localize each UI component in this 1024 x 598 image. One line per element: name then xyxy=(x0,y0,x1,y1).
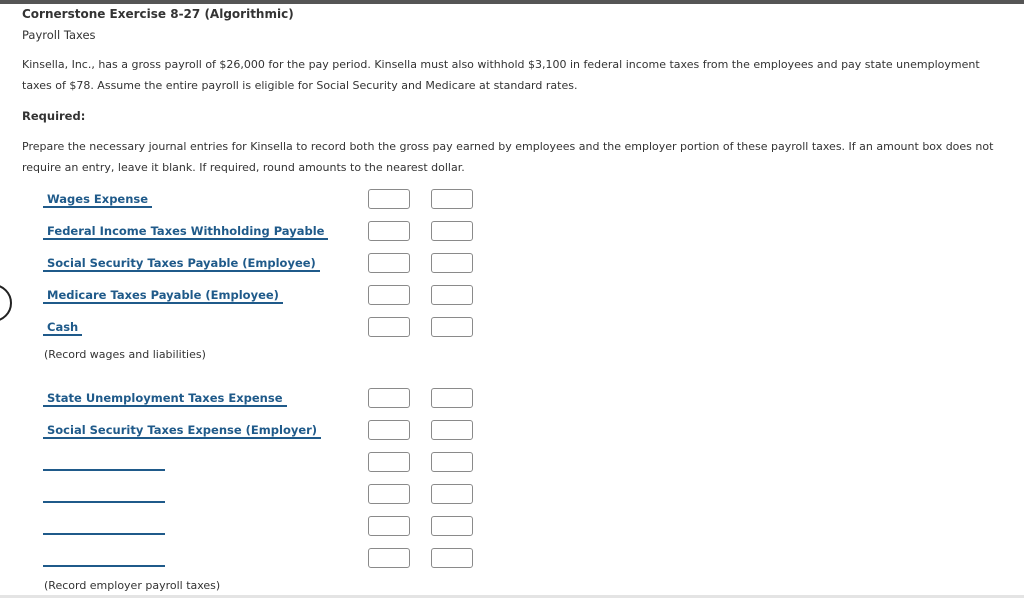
credit-input-social-security-expense[interactable] xyxy=(431,420,473,440)
account-select-blank-2[interactable] xyxy=(43,483,165,503)
debit-input-blank-3[interactable] xyxy=(368,516,410,536)
credit-input-wages-expense[interactable] xyxy=(431,189,473,209)
debit-input-medicare-payable[interactable] xyxy=(368,285,410,305)
account-select-blank-4[interactable] xyxy=(43,547,165,567)
account-social-security-taxes-expense-employer: Social Security Taxes Expense (Employer) xyxy=(43,419,321,439)
credit-input-social-security-payable[interactable] xyxy=(431,253,473,273)
debit-input-blank-4[interactable] xyxy=(368,548,410,568)
credit-input-blank-2[interactable] xyxy=(431,484,473,504)
instructions: Prepare the necessary journal entries for Kinsella to record both the gross pay earned by employees and the employer portion of these payroll taxes. If an amount box does not require an entry, leave it blank. If required, round amounts to the nearest dollar. xyxy=(22,140,994,174)
top-border xyxy=(0,0,1024,4)
entry1-note: (Record wages and liabilities) xyxy=(44,348,206,361)
account-federal-income-taxes-withholding-payable: Federal Income Taxes Withholding Payable xyxy=(43,220,328,240)
debit-input-cash[interactable] xyxy=(368,317,410,337)
account-state-unemployment-taxes-expense: State Unemployment Taxes Expense xyxy=(43,387,287,407)
account-social-security-taxes-payable-employee: Social Security Taxes Payable (Employee) xyxy=(43,252,320,272)
credit-input-blank-1[interactable] xyxy=(431,452,473,472)
credit-input-blank-3[interactable] xyxy=(431,516,473,536)
debit-input-blank-1[interactable] xyxy=(368,452,410,472)
debit-input-blank-2[interactable] xyxy=(368,484,410,504)
account-medicare-taxes-payable-employee: Medicare Taxes Payable (Employee) xyxy=(43,284,283,304)
account-cash: Cash xyxy=(43,316,82,336)
entry2-note: (Record employer payroll taxes) xyxy=(44,579,221,592)
required-heading: Required: xyxy=(22,109,86,123)
credit-input-federal-income-taxes[interactable] xyxy=(431,221,473,241)
page-subtitle: Payroll Taxes xyxy=(22,28,96,42)
account-wages-expense: Wages Expense xyxy=(43,188,152,208)
debit-input-social-security-expense[interactable] xyxy=(368,420,410,440)
credit-input-blank-4[interactable] xyxy=(431,548,473,568)
debit-input-social-security-payable[interactable] xyxy=(368,253,410,273)
debit-input-wages-expense[interactable] xyxy=(368,189,410,209)
debit-input-federal-income-taxes[interactable] xyxy=(368,221,410,241)
side-tab-circle[interactable] xyxy=(0,284,12,322)
credit-input-medicare-payable[interactable] xyxy=(431,285,473,305)
debit-input-state-unemployment-expense[interactable] xyxy=(368,388,410,408)
credit-input-state-unemployment-expense[interactable] xyxy=(431,388,473,408)
page-title: Cornerstone Exercise 8-27 (Algorithmic) xyxy=(22,7,294,21)
credit-input-cash[interactable] xyxy=(431,317,473,337)
problem-description: Kinsella, Inc., has a gross payroll of $26,000 for the pay period. Kinsella must also withhold $3,100 in federal income taxes from the employees and pay state unemployment taxes of $78. Assume the entire payroll is eligible for Social Security and Medicare at standard rates. xyxy=(22,58,980,92)
account-select-blank-1[interactable] xyxy=(43,451,165,471)
account-select-blank-3[interactable] xyxy=(43,515,165,535)
